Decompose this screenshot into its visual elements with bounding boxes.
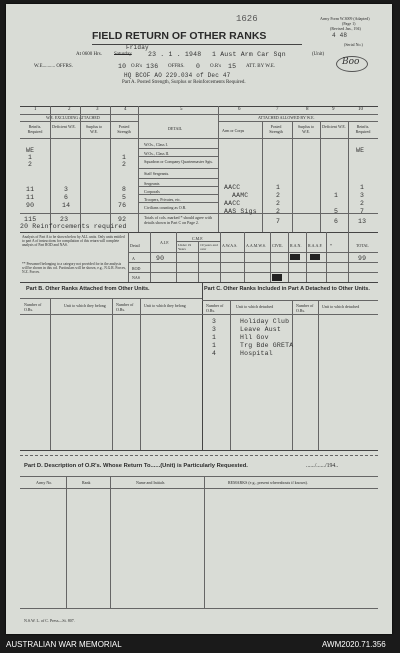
detail-row-1: W.Os., Class II. <box>144 151 170 156</box>
ors2-label: O.R's <box>210 64 222 69</box>
col-num-1: 1 <box>34 107 37 112</box>
we-excluding-label: W.E. EXCLUDING ATTACHED <box>46 115 100 120</box>
total-posted-right: 7 <box>276 218 281 225</box>
hdr-detail: DETAIL <box>168 126 183 131</box>
an-hdr-under19: Under 19 Years <box>178 243 192 251</box>
part-c-col-unit-2: Unit to which detached <box>322 304 360 309</box>
left-reinf-0: WE <box>26 147 35 154</box>
part-d-title: Part D. Description of O.R's. Whose Return To......(Unit) is Particularly Requested. <box>24 463 248 469</box>
col-num-3: 3 <box>96 107 99 112</box>
detail-row-0: W.Os., Class I. <box>144 142 168 147</box>
part-c-title-1: Part C. Other Ranks Included in Part A Detached to Other Units. <box>204 286 370 292</box>
part-b-title: Part B. Other Ranks Attached from Other Units. <box>26 286 150 292</box>
detail-row-2: Squadron or Company Quartermaster Sgts. <box>144 159 213 164</box>
hdr-sur-right: Surplus to W.E. <box>297 124 315 134</box>
col-num-2: 2 <box>68 107 71 112</box>
we-ors-label: O.R's <box>131 64 143 69</box>
an-row-nas: NAS <box>132 275 141 280</box>
printer-imprint: N.S.W. L. of C. Press—St. 807. <box>24 618 75 623</box>
serial-number: 1626 <box>236 14 258 24</box>
left-posted-2: 2 <box>122 161 127 168</box>
col-num-5: 5 <box>180 107 183 112</box>
col-num-8: 8 <box>306 107 309 112</box>
archive-name: AUSTRALIAN WAR MEMORIAL <box>6 640 122 649</box>
hdr-def-right: Deficient W.E. <box>322 124 346 129</box>
an-hdr-star: * <box>330 243 332 248</box>
right-reinf-6: 3 <box>360 192 365 199</box>
analysis-note-1: Analysis of Part A to be shown below by ALL units. Only units entitled to part A of instructions for compilation of this return will complete analysis of Part ROD and NAS. <box>22 235 125 248</box>
detail-row-4: Sergeants <box>144 181 160 186</box>
part-c-number-3: 1 <box>212 342 217 349</box>
form-reference: Army Form W.3009 (Adapted) <box>320 16 370 21</box>
right-posted-6: 2 <box>276 192 281 199</box>
right-arm-6: AAMC <box>232 192 249 199</box>
part-c-number-2: 1 <box>212 334 217 341</box>
right-posted-7: 2 <box>276 200 281 207</box>
signature: Boo <box>342 57 360 67</box>
detail-row-6: Troopers, Privates, etc. <box>144 197 181 202</box>
left-posted-5: 8 <box>122 186 127 193</box>
right-arm-5: AACC <box>224 184 241 191</box>
col-num-10: 10 <box>358 107 363 112</box>
we-offrs-value: 10 <box>118 63 127 70</box>
form-title: FIELD RETURN OF OTHER RANKS <box>92 30 267 42</box>
total-def-right: 6 <box>334 218 339 225</box>
we-offrs-label: W.E.......... OFFRS. <box>34 64 73 69</box>
left-def-7: 14 <box>62 202 71 209</box>
total-def-left: 23 <box>60 216 69 223</box>
part-c-unit-2: Hll Gov <box>240 334 269 341</box>
analysis-note-2: ** Personnel belonging to a category not provided for in the analysis will be shown in this col. Particulars will be shown, e.g., N.G.R. Forces, N.Z. Forces. <box>22 262 126 275</box>
detail-row-7: Civilians counting as O.R. <box>144 205 187 210</box>
hdr-reinf-left: Reinfts. Required <box>27 124 43 134</box>
redaction-mark <box>290 254 300 260</box>
right-def-6: 1 <box>334 192 339 199</box>
day-struck: Saturday <box>114 52 132 57</box>
col-num-6: 6 <box>238 107 241 112</box>
left-posted-6: 5 <box>122 194 127 201</box>
right-arm-8: AAS Sigs <box>224 208 257 215</box>
an-row-rod: ROD <box>132 266 141 271</box>
an-hdr-awas: A.W.A.S. <box>222 243 238 248</box>
col-num-9: 9 <box>332 107 335 112</box>
left-reinf-7: 90 <box>26 202 35 209</box>
part-d-hdr-name: Name and Initials <box>136 480 165 485</box>
right-reinf-0: WE <box>356 147 365 154</box>
total-posted-left: 92 <box>118 216 127 223</box>
an-hdr-ran: R.A.N. <box>290 243 302 248</box>
an-row-a: A <box>132 256 135 261</box>
part-d-hdr-army-no: Army No. <box>36 480 53 485</box>
left-def-6: 6 <box>64 194 69 201</box>
part-c-number-4: 4 <box>212 350 217 357</box>
an-hdr-detail: Detail <box>130 243 140 248</box>
left-reinf-5: 11 <box>26 186 35 193</box>
right-reinf-5: 1 <box>360 184 365 191</box>
attached-allowed-label: ATTACHED ALLOWED BY W.E. <box>258 115 315 120</box>
an-a-total: 99 <box>358 255 367 262</box>
att-by-label: ATT. BY W.E. <box>246 64 276 69</box>
part-c-col-unit: Unit to which detached <box>236 304 274 309</box>
an-hdr-civil: CIVIL <box>272 243 283 248</box>
archive-footer <box>0 636 400 653</box>
an-hdr-aif: A.I.F. <box>160 240 170 245</box>
part-c-number-1: 3 <box>212 326 217 333</box>
part-c-unit-1: Leave Aust <box>240 326 282 333</box>
part-a-title: Part A. Posted Strength, Surplus or Reinforcements Required. <box>122 80 246 85</box>
left-def-5: 3 <box>64 186 69 193</box>
we-ors-value: 136 <box>146 63 159 70</box>
total-reinf-left: 115 <box>24 216 37 223</box>
part-d-hdr-rank: Rank <box>82 480 91 485</box>
left-reinf-2: 2 <box>28 161 33 168</box>
unit-label: (Unit) <box>312 52 325 57</box>
total-reinf-right: 13 <box>358 218 367 225</box>
right-reinf-7: 2 <box>360 200 365 207</box>
hdr-posted-right: Posted Strength <box>269 124 283 134</box>
an-hdr-aamws: A.A.M.W.S. <box>246 243 266 248</box>
ors2-value: 15 <box>228 63 237 70</box>
right-posted-8: 2 <box>276 208 281 215</box>
left-posted-1: 1 <box>122 154 127 161</box>
form-page: (Page 1) <box>342 21 356 26</box>
an-hdr-cmf: C.M.F. <box>192 236 204 241</box>
return-date: 23 . 1 . 1948 <box>148 51 202 58</box>
part-c-unit-4: Hospital <box>240 350 273 357</box>
part-b-col-unit: Unit to which they belong <box>64 303 106 308</box>
part-c-unit-0: Holiday Club <box>240 318 290 325</box>
part-d-date: ....../....../194.. <box>306 463 339 469</box>
col-num-4: 4 <box>124 107 127 112</box>
hdr-def-left: Deficient W.E. <box>52 124 76 129</box>
right-def-8: 5 <box>334 208 339 215</box>
left-posted-7: 76 <box>118 202 127 209</box>
serial-no-value: 4 48 <box>332 32 348 39</box>
hdr-arm: Arm or Corps <box>222 128 245 133</box>
left-reinf-1: 1 <box>28 154 33 161</box>
part-c-col-number-2: Number of O.Rs. <box>296 303 314 313</box>
left-reinf-6: 11 <box>26 194 35 201</box>
part-c-col-number: Number of O.Rs. <box>206 303 224 313</box>
part-c-number-0: 3 <box>212 318 217 325</box>
hdr-sur-left: Surplus to W.E. <box>85 124 103 134</box>
detail-row-3: Staff Sergeants. <box>144 171 170 176</box>
serial-no-label: (Serial No.) <box>344 42 363 47</box>
part-b-col-number-2: Number of O.Rs. <box>116 302 134 312</box>
redaction-mark <box>272 274 282 281</box>
an-hdr-19over: 19 years and over <box>200 243 218 251</box>
part-c-unit-3: Trg Bde GRETA <box>240 342 294 349</box>
an-hdr-total: TOTAL <box>356 243 369 248</box>
hdr-reinf-right: Reinfts. Required <box>355 124 371 134</box>
offrs2-value: 0 <box>196 63 201 70</box>
col-num-7: 7 <box>276 107 279 112</box>
form-revised: (Revised Jan., 194) <box>330 26 361 31</box>
right-reinf-8: 7 <box>360 208 365 215</box>
right-posted-5: 1 <box>276 184 281 191</box>
at-hrs-label: At 0600 Hrs. <box>76 52 102 57</box>
unit-name: 1 Aust Arm Car Sqn <box>212 51 286 58</box>
offrs2-label: OFFRS. <box>168 64 185 69</box>
archive-id: AWM2020.71.356 <box>322 640 386 649</box>
detail-row-5: Corporals <box>144 189 160 194</box>
an-hdr-raaf: R.A.A.F. <box>308 243 323 248</box>
hdr-posted-left: Posted Strength <box>117 124 131 134</box>
redaction-mark <box>310 254 320 260</box>
reinforcements-required: 20 Reinforcements required <box>20 223 127 230</box>
an-a-aif: 90 <box>156 255 165 262</box>
form-page <box>6 4 392 634</box>
part-b-col-unit-2: Unit to which they belong <box>144 303 186 308</box>
right-arm-7: AACC <box>224 200 241 207</box>
part-d-hdr-remarks: REMARKS (e.g., present whereabouts if known). <box>228 480 308 485</box>
day-typed: Friday <box>126 44 149 51</box>
part-b-col-number: Number of O.Rs. <box>24 302 42 312</box>
totals-detail: Totals of cols. marked * should agree with details shown in Part C on Page 2. <box>144 215 212 225</box>
hq-reference: HQ BCOF AO 229.034 of Dec 47 <box>124 72 231 79</box>
